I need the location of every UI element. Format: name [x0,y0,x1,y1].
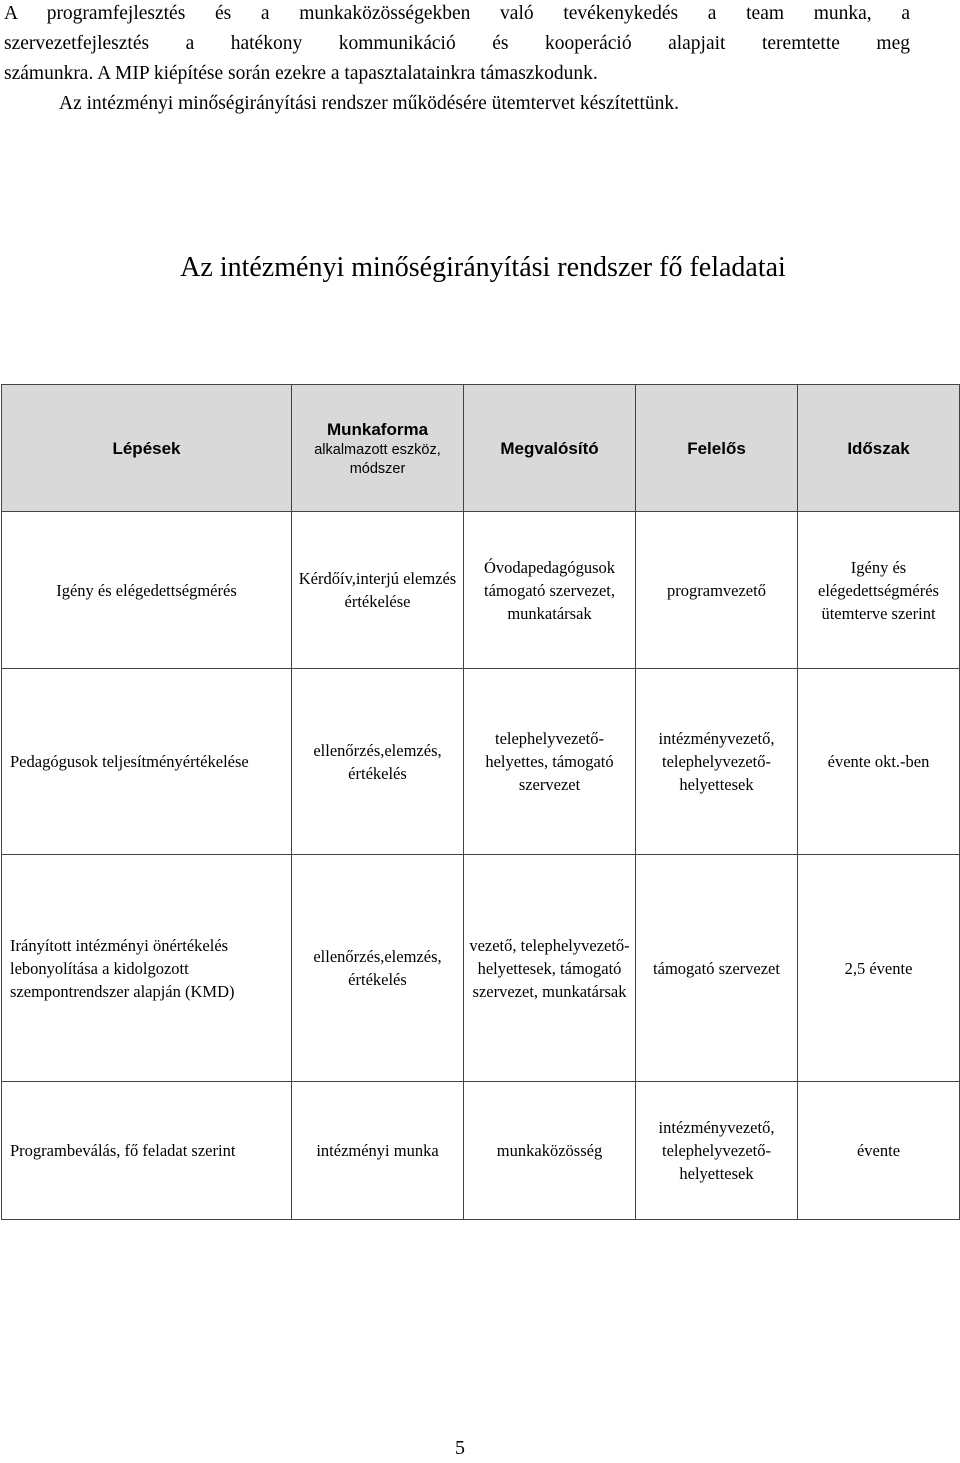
page-number: 5 [455,1437,465,1459]
header-method-main: Munkaforma [326,419,429,439]
cell-method: ellenőrzés,elemzés, értékelés [292,669,464,855]
intro-paragraph [4,0,910,119]
header-steps: Lépések [2,385,292,512]
cell-step: Irányított intézményi önértékelés lebonyolítása a kidolgozott szempontrendszer alapján (KMD) [2,855,292,1082]
section-title: Az intézményi minőségirányítási rendszer fő feladatai [180,252,786,283]
cell-period: 2,5 évente [798,855,960,1082]
cell-period: évente [798,1082,960,1220]
cell-method: ellenőrzés,elemzés, értékelés [292,855,464,1082]
cell-responsible: programvezető [636,512,798,669]
cell-responsible: intézményvezető, telephelyvezető-helyettesek [636,1082,798,1220]
cell-step: Igény és elégedettségmérés [2,512,292,669]
intro-line-3: számunkra. A MIP kiépítése során ezekre a tapasztalatainkra támaszkodunk. [4,63,598,84]
cell-period: Igény és elégedettségmérés ütemterve szerint [798,512,960,669]
table-row [2,512,960,669]
cell-method: Kérdőív,interjú elemzés értékelése [292,512,464,669]
cell-responsible: támogató szervezet [636,855,798,1082]
table-row [2,669,960,855]
cell-step: Programbeválás, fő feladat szerint [2,1082,292,1220]
cell-step: Pedagógusok teljesítményértékelése [2,669,292,855]
tasks-table [1,384,960,1220]
cell-implementer: vezető, telephelyvezető-helyettesek, támogató szervezet, munkatársak [464,855,636,1082]
intro-line-2: szervezetfejlesztés a hatékony kommunikáció és kooperáció alapjait teremtette meg [4,33,910,54]
cell-implementer: telephelyvezető-helyettes, támogató szervezet [464,669,636,855]
header-responsible: Felelős [636,385,798,512]
cell-implementer: Óvodapedagógusok támogató szervezet, munkatársak [464,512,636,669]
intro-line-4: Az intézményi minőségirányítási rendszer működésére ütemtervet készítettünk. [59,93,680,114]
cell-responsible: intézményvezető, telephelyvezető-helyettesek [636,669,798,855]
intro-line-1: A programfejlesztés és a munkaközösségekben való tevékenykedés a team munka, a [4,3,910,24]
header-method [292,385,464,512]
cell-period: évente okt.-ben [798,669,960,855]
table-row [2,855,960,1082]
table-row [2,1082,960,1220]
header-period: Időszak [798,385,960,512]
cell-implementer: munkaközösség [464,1082,636,1220]
table-header-row [2,385,960,512]
header-method-sub: alkalmazott eszköz, módszer [314,441,441,477]
header-implementer: Megvalósító [464,385,636,512]
cell-method: intézményi munka [292,1082,464,1220]
